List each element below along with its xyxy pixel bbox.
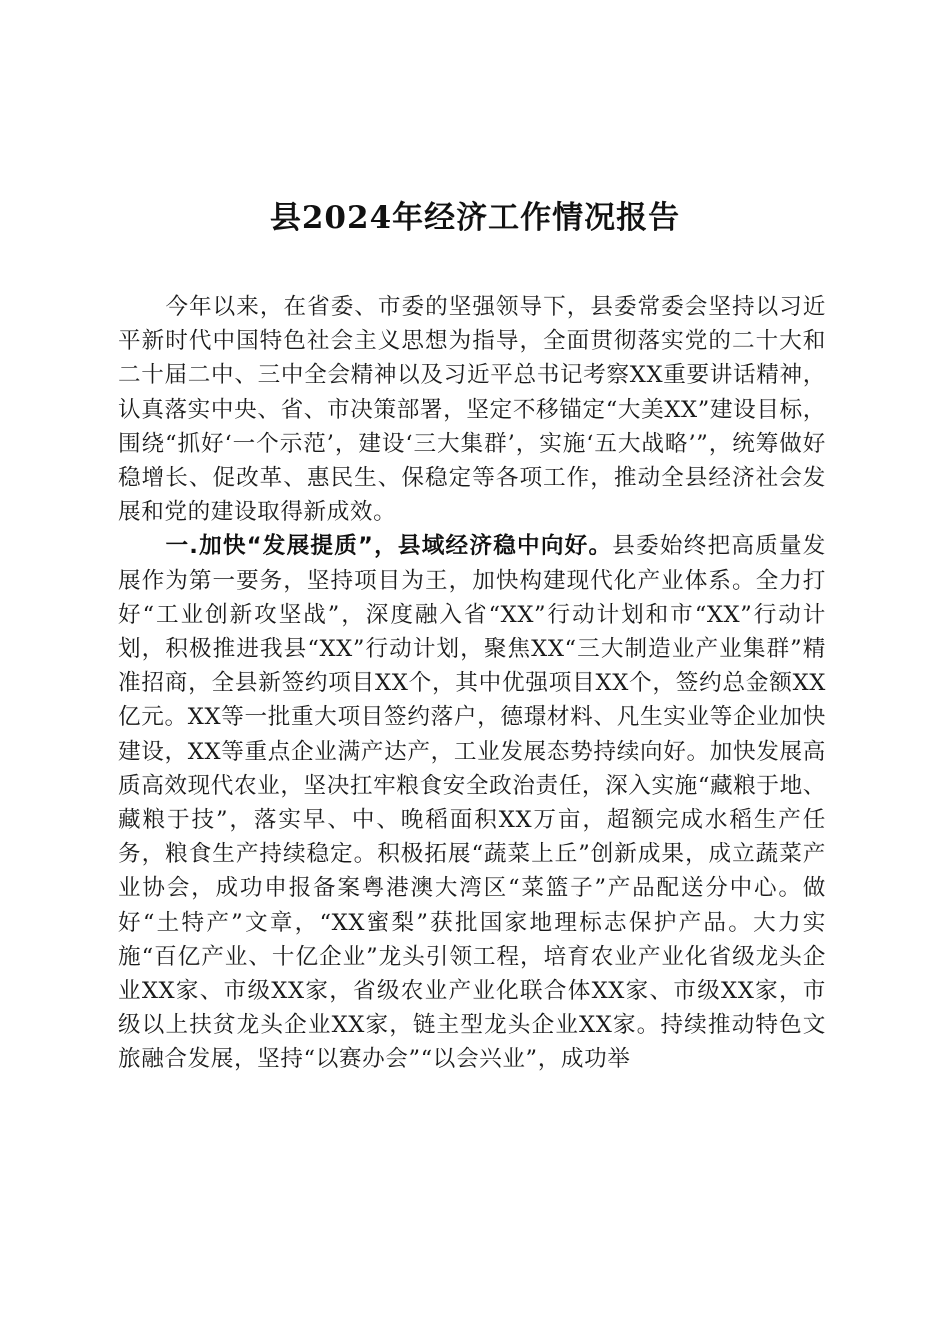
section-one-paragraph (118, 529, 826, 1076)
document-body (118, 290, 826, 1077)
paragraph-text: 县委始终把高质量发展作为第一要务，坚持项目为王，加快构建现代化产业体系。全力打好“工业创新攻坚战”，深度融入省“XX”行动计划和市“XX”行动计划，积极推进我县“XX”行动计划，聚焦XX“三大制造业产业集群”精准招商，全县新签约项目XX个，其中优强项目XX个，签约总金额XX亿元。XX等一批重大项目签约落户，德璟材料、凡生实业等企业加快建设，XX等重点企业满产达产，工业发展态势持续向好。加快发展高质高效现代农业，坚决扛牢粮食安全政治责任，深入实施“藏粮于地、藏粮于技”，落实早、中、晚稻面积XX万亩，超额完成水稻生产任务，粮食生产持续稳定。积极拓展“蔬菜上丘”创新成果，成立蔬菜产业协会，成功申报备案粤港澳大湾区“菜篮子”产品配送分中心。做好“土特产”文章，“XX蜜梨”获批国家地理标志保护产品。大力实施“百亿产业、十亿企业”龙头引领工程，培育农业产业化省级龙头企业XX家、市级XX家，省级农业产业化联合体XX家、市级XX家，市级以上扶贫龙头企业XX家，链主型龙头企业XX家。持续推动特色文旅融合发展，坚持“以赛办会”“以会兴业”，成功举 (118, 533, 827, 1073)
document-title: 县2024年经济工作情况报告 (269, 200, 681, 236)
intro-paragraph (118, 290, 826, 529)
paragraph-text: 今年以来，在省委、市委的坚强领导下，县委常委会坚持以习近平新时代中国特色社会主义思想为指导，全面贯彻落实党的二十大和二十届二中、三中全会精神以及习近平总书记考察XX重要讲话精神，认真落实中央、省、市决策部署，坚定不移锚定“大美XX”建设目标，围绕“抓好‘一个示范’，建设‘三大集群’，实施‘五大战略’”，统筹做好稳增长、促改革、惠民生、保稳定等各项工作，推动全县经济社会发展和党的建设取得新成效。 (118, 294, 826, 526)
section-heading: 一.加快“发展提质”，县域经济稳中向好。 (165, 533, 613, 560)
